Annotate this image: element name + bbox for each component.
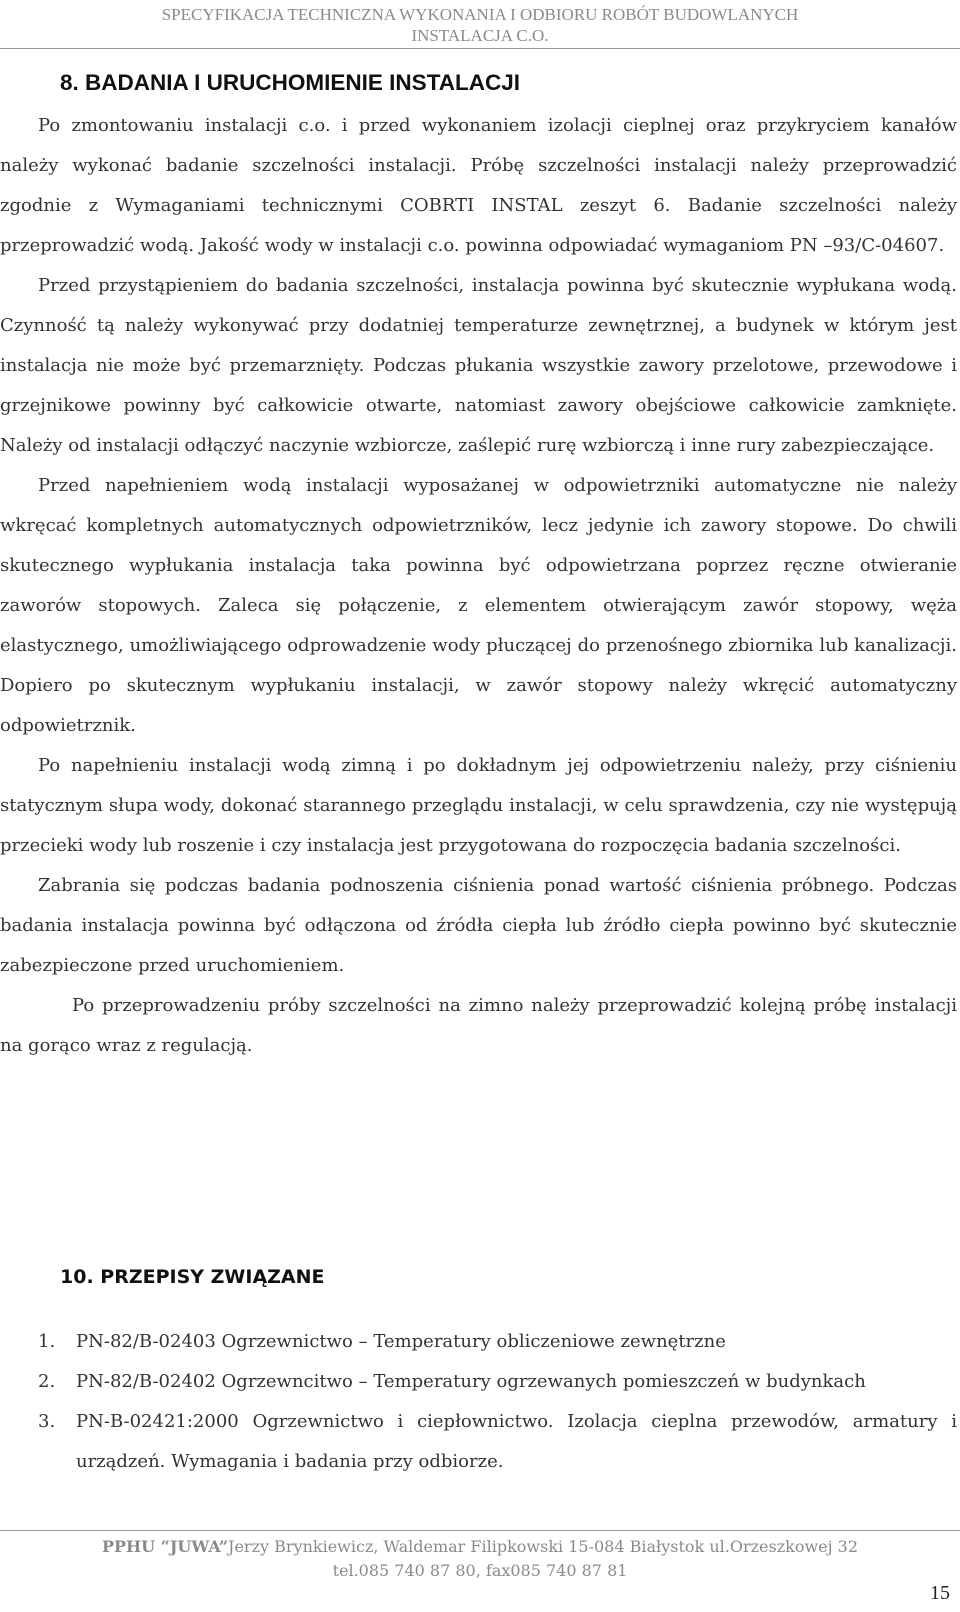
paragraph: Przed przystąpieniem do badania szczelności, instalacja powinna być skutecznie wypłukana wodą. Czynność tą należy wykonywać przy dodatniej temperaturze zewnętrznej, a budynek w którym jest instalacja nie może być przemarznięty. Podczas płukania wszystkie zawory przelotowe, przewodowe i grzejnikowe powinny być całkowicie otwarte, natomiast zawory obejściowe całkowicie zamknięte. Należy od instalacji odłączyć naczynie wzbiorcze, zaślepić rurę wzbiorczą i inne rury zabezpieczające. <box>0 275 957 456</box>
list-item <box>0 1322 960 1362</box>
footer-contact: tel.085 740 87 80, fax085 740 87 81 <box>332 1561 628 1580</box>
list-item-number: 1. <box>38 1331 56 1352</box>
list-item-text: PN-82/B-02403 Ogrzewnictwo – Temperatury obliczeniowe zewnętrzne <box>76 1331 726 1352</box>
paragraph: Po przeprowadzeniu próby szczelności na zimno należy przeprowadzić kolejną próbę instalacji na gorąco wraz z regulacją. <box>0 995 957 1056</box>
paragraph: Przed napełnieniem wodą instalacji wyposażanej w odpowietrzniki automatyczne nie należy wkręcać kompletnych automatycznych odpowietrzników, lecz jedynie ich zawory stopowe. Do chwili skutecznego wypłukania instalacja taka powinna być odpowietrzana poprzez ręczne otwieranie zaworów stopowych. Zaleca się połączenie, z elementem otwierającym zawór stopowy, węża elastycznego, umożliwiającego odprowadzenie wody płuczącej do przenośnego zbiornika lub kanalizacji. Dopiero po skutecznym wypłukaniu instalacji, w zawór stopowy należy wkręcić automatyczny odpowietrznik. <box>0 475 957 736</box>
page-footer <box>0 1530 960 1583</box>
paragraph: Po napełnieniu instalacji wodą zimną i po dokładnym jej odpowietrzeniu należy, przy ciśnieniu statycznym słupa wody, dokonać starannego przeglądu instalacji, w celu sprawdzenia, czy nie występują przecieki wody lub roszenie i czy instalacja jest przygotowana do rozpoczęcia badania szczelności. <box>0 755 957 856</box>
list-item <box>0 1402 960 1482</box>
list-item-text: PN-82/B-02402 Ogrzewncitwo – Temperatury ogrzewanych pomieszczeń w budynkach <box>76 1371 866 1392</box>
section-8-body <box>0 106 960 1066</box>
footer-address: Jerzy Brynkiewicz, Waldemar Filipkowski 15-084 Białystok ul.Orzeszkowej 32 <box>228 1537 859 1556</box>
regulations-list <box>0 1322 960 1482</box>
section-8-heading: 8. BADANIA I URUCHOMIENIE INSTALACJI <box>60 70 521 95</box>
paragraph: Po zmontowaniu instalacji c.o. i przed wykonaniem izolacji cieplnej oraz przykryciem kanałów należy wykonać badanie szczelności instalacji. Próbę szczelności instalacji należy przeprowadzić zgodnie z Wymaganiami technicznymi COBRTI INSTAL zeszyt 6. Badanie szczelności należy przeprowadzić wodą. Jakość wody w instalacji c.o. powinna odpowiadać wymaganiom PN –93/C-04607. <box>0 115 957 256</box>
page-number: 15 <box>930 1582 950 1604</box>
section-10-heading: 10. PRZEPISY ZWIĄZANE <box>60 1266 325 1288</box>
paragraph: Zabrania się podczas badania podnoszenia ciśnienia ponad wartość ciśnienia próbnego. Podczas badania instalacja powinna być odłączona od źródła ciepła lub źródło ciepła powinno być skutecznie zabezpieczone przed uruchomieniem. <box>0 875 957 976</box>
list-item-number: 3. <box>38 1411 56 1432</box>
list-item-text: PN-B-02421:2000 Ogrzewnictwo i ciepłownictwo. Izolacja cieplna przewodów, armatury i urządzeń. Wymagania i badania przy odbiorze. <box>76 1411 957 1472</box>
list-item-number: 2. <box>38 1371 56 1392</box>
list-item <box>0 1362 960 1402</box>
footer-company: PPHU “JUWA” <box>101 1537 229 1556</box>
footer-line <box>0 1535 960 1559</box>
header-subtitle: INSTALACJA C.O. <box>411 26 549 45</box>
page-header <box>0 4 960 49</box>
header-title: SPECYFIKACJA TECHNICZNA WYKONANIA I ODBIORU ROBÓT BUDOWLANYCH <box>161 5 799 24</box>
